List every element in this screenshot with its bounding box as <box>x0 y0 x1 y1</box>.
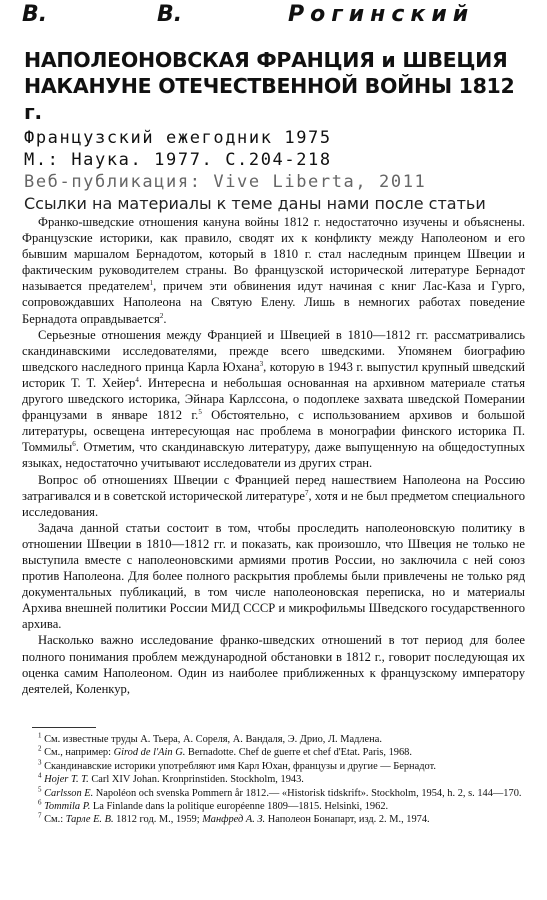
editor-note: Ссылки на материалы к теме даны нами после статьи <box>24 194 486 213</box>
footnote-ref: 6 <box>72 440 76 449</box>
author-surname: Рогинский <box>288 2 475 27</box>
source-info <box>24 127 524 215</box>
footnote-2: $^2$ См., например: Girod de l'Ain G. Bernadotte. Chef de guerre et chef d'Etat. Paris, 1968. <box>38 744 412 759</box>
article-title <box>24 47 524 125</box>
article-body <box>22 214 525 697</box>
paragraph-3: Вопрос об отношениях Швеции с Францией перед нашествием Наполеона на Россию затрагивался и в советской исторической литературе$^7$, хотя и не был предметом специального исследования. <box>22 472 525 519</box>
footnote-divider <box>32 727 96 728</box>
footnote-ref: 2 <box>159 311 164 320</box>
footnote-7: $^7$ См.: Тарле Е. В. 1812 год. М., 1959; Манфред А. З. Наполеон Бонапарт, изд. 2. М., 1974. <box>38 811 430 826</box>
footnote-ref: 3 <box>259 359 264 368</box>
footnote-1: $^1$ См. известные труды А. Тьера, А. Сореля, А. Вандаля, Э. Дрио, Л. Мадлена. <box>38 731 382 745</box>
paragraph-5: Насколько важно исследование франко-шведских отношений в тот период для более полного понимания проблем международной обстановки в 1812 г., говорит последующая их оценка самим Наполеоном. Один из наиболее приближенных к французскому императору деятелей, Коленкур, <box>22 633 525 696</box>
footnote-ref: 5 <box>198 407 202 416</box>
title-line-2: НАКАНУНЕ ОТЕЧЕСТВЕННОЙ ВОЙНЫ 1812 г. <box>24 74 515 124</box>
footnotes <box>22 733 525 827</box>
source-imprint: М.: Наука. 1977. С.204-218 <box>24 150 332 170</box>
author-initial-patronymic: В. <box>157 2 183 27</box>
footnote-ref: 4 <box>135 375 139 384</box>
paragraph-4: Задача данной статьи состоит в том, чтобы проследить наполеоновскую политику в отношении Швеции в 1810—1812 гг. и показать, как произошло, что Швеция не только не выступила вместе с наполеоновскими армиями против России, но заключила с ней союз против Наполеона. Для более полного раскрытия проблемы были привлечены не только ряд документальных публикаций, в том числе наполеоновская переписка, но и материалы Архива внешней политики России МИД СССР и микрофильмы Шведского государственного архива. <box>22 520 525 632</box>
footnote-6: $^6$ Tommila P. La Finlande dans la politique européenne 1809—1815. Helsinki, 1962. <box>38 798 389 813</box>
paragraph-1: Франко-шведские отношения кануна войны 1812 г. недостаточно изучены и объяснены. Французские историки, как правило, сводят их к конфликту между Наполеоном и его бывшим маршалом Бернадотом, который в 1810 г. стал наследным принцем Швеции и фактическим руководителем страны. Во французской исторической литературе Бернадот называется предателем$^1$, причем эти обвинения идут начиная с книг Лас-Каза и Гурго, сопровождавших Наполеона на Святую Елену. Лишь в немногих работах поведение Бернадота оправдывается$^2$. <box>22 215 525 326</box>
web-publication: Веб-публикация: Vive Liberta, 2011 <box>24 172 427 192</box>
title-line-1: НАПОЛЕОНОВСКАЯ ФРАНЦИЯ и ШВЕЦИЯ <box>24 48 508 72</box>
footnote-3: $^3$ Скандинавские историки употребляют имя Карл Юхан, французы и другие — Бернадот. <box>38 758 436 772</box>
author-initial-first: В. <box>22 2 48 27</box>
source-journal: Французский ежегодник 1975 <box>24 128 332 148</box>
author-line <box>22 2 522 28</box>
footnote-5: $^5$ Carlsson E. Napoléon och svenska Pommern år 1812.— «Historisk tidskrift». Stockholm, 1954, h. 2, s. 144—170. <box>38 785 522 799</box>
footnote-ref: 1 <box>149 279 154 288</box>
footnote-ref: 7 <box>304 488 309 497</box>
footnote-4: $^4$ Hojer T. T. Carl XIV Johan. Kronprinstiden. Stockholm, 1943. <box>38 771 304 786</box>
paragraph-2: Серьезные отношения между Францией и Швецией в 1810—1812 гг. рассматривались скандинавскими исследователями, прежде всего шведскими. Упомянем биографию шведского наследного принца Карла Юхана$^3$, которую в 1943 г. выпустил крупный шведский историк Т. Т. Хейер$^4$. Интересна и небольшая основанная на архивном материале статья другого шведского историка, Эйнара Карлссона, о подоплеке захвата шведской Померании французами в январе 1812 г.$^5$ Обстоятельно, с использованием архивов и большой литературы, освещена интересующая нас проблема в монографии финского историка П. Томмилы$^6$. Отметим, что скандинавскую литературу, даже выпущенную на общедоступных языках, недостаточно учитывают исследователи из других стран. <box>22 327 525 471</box>
